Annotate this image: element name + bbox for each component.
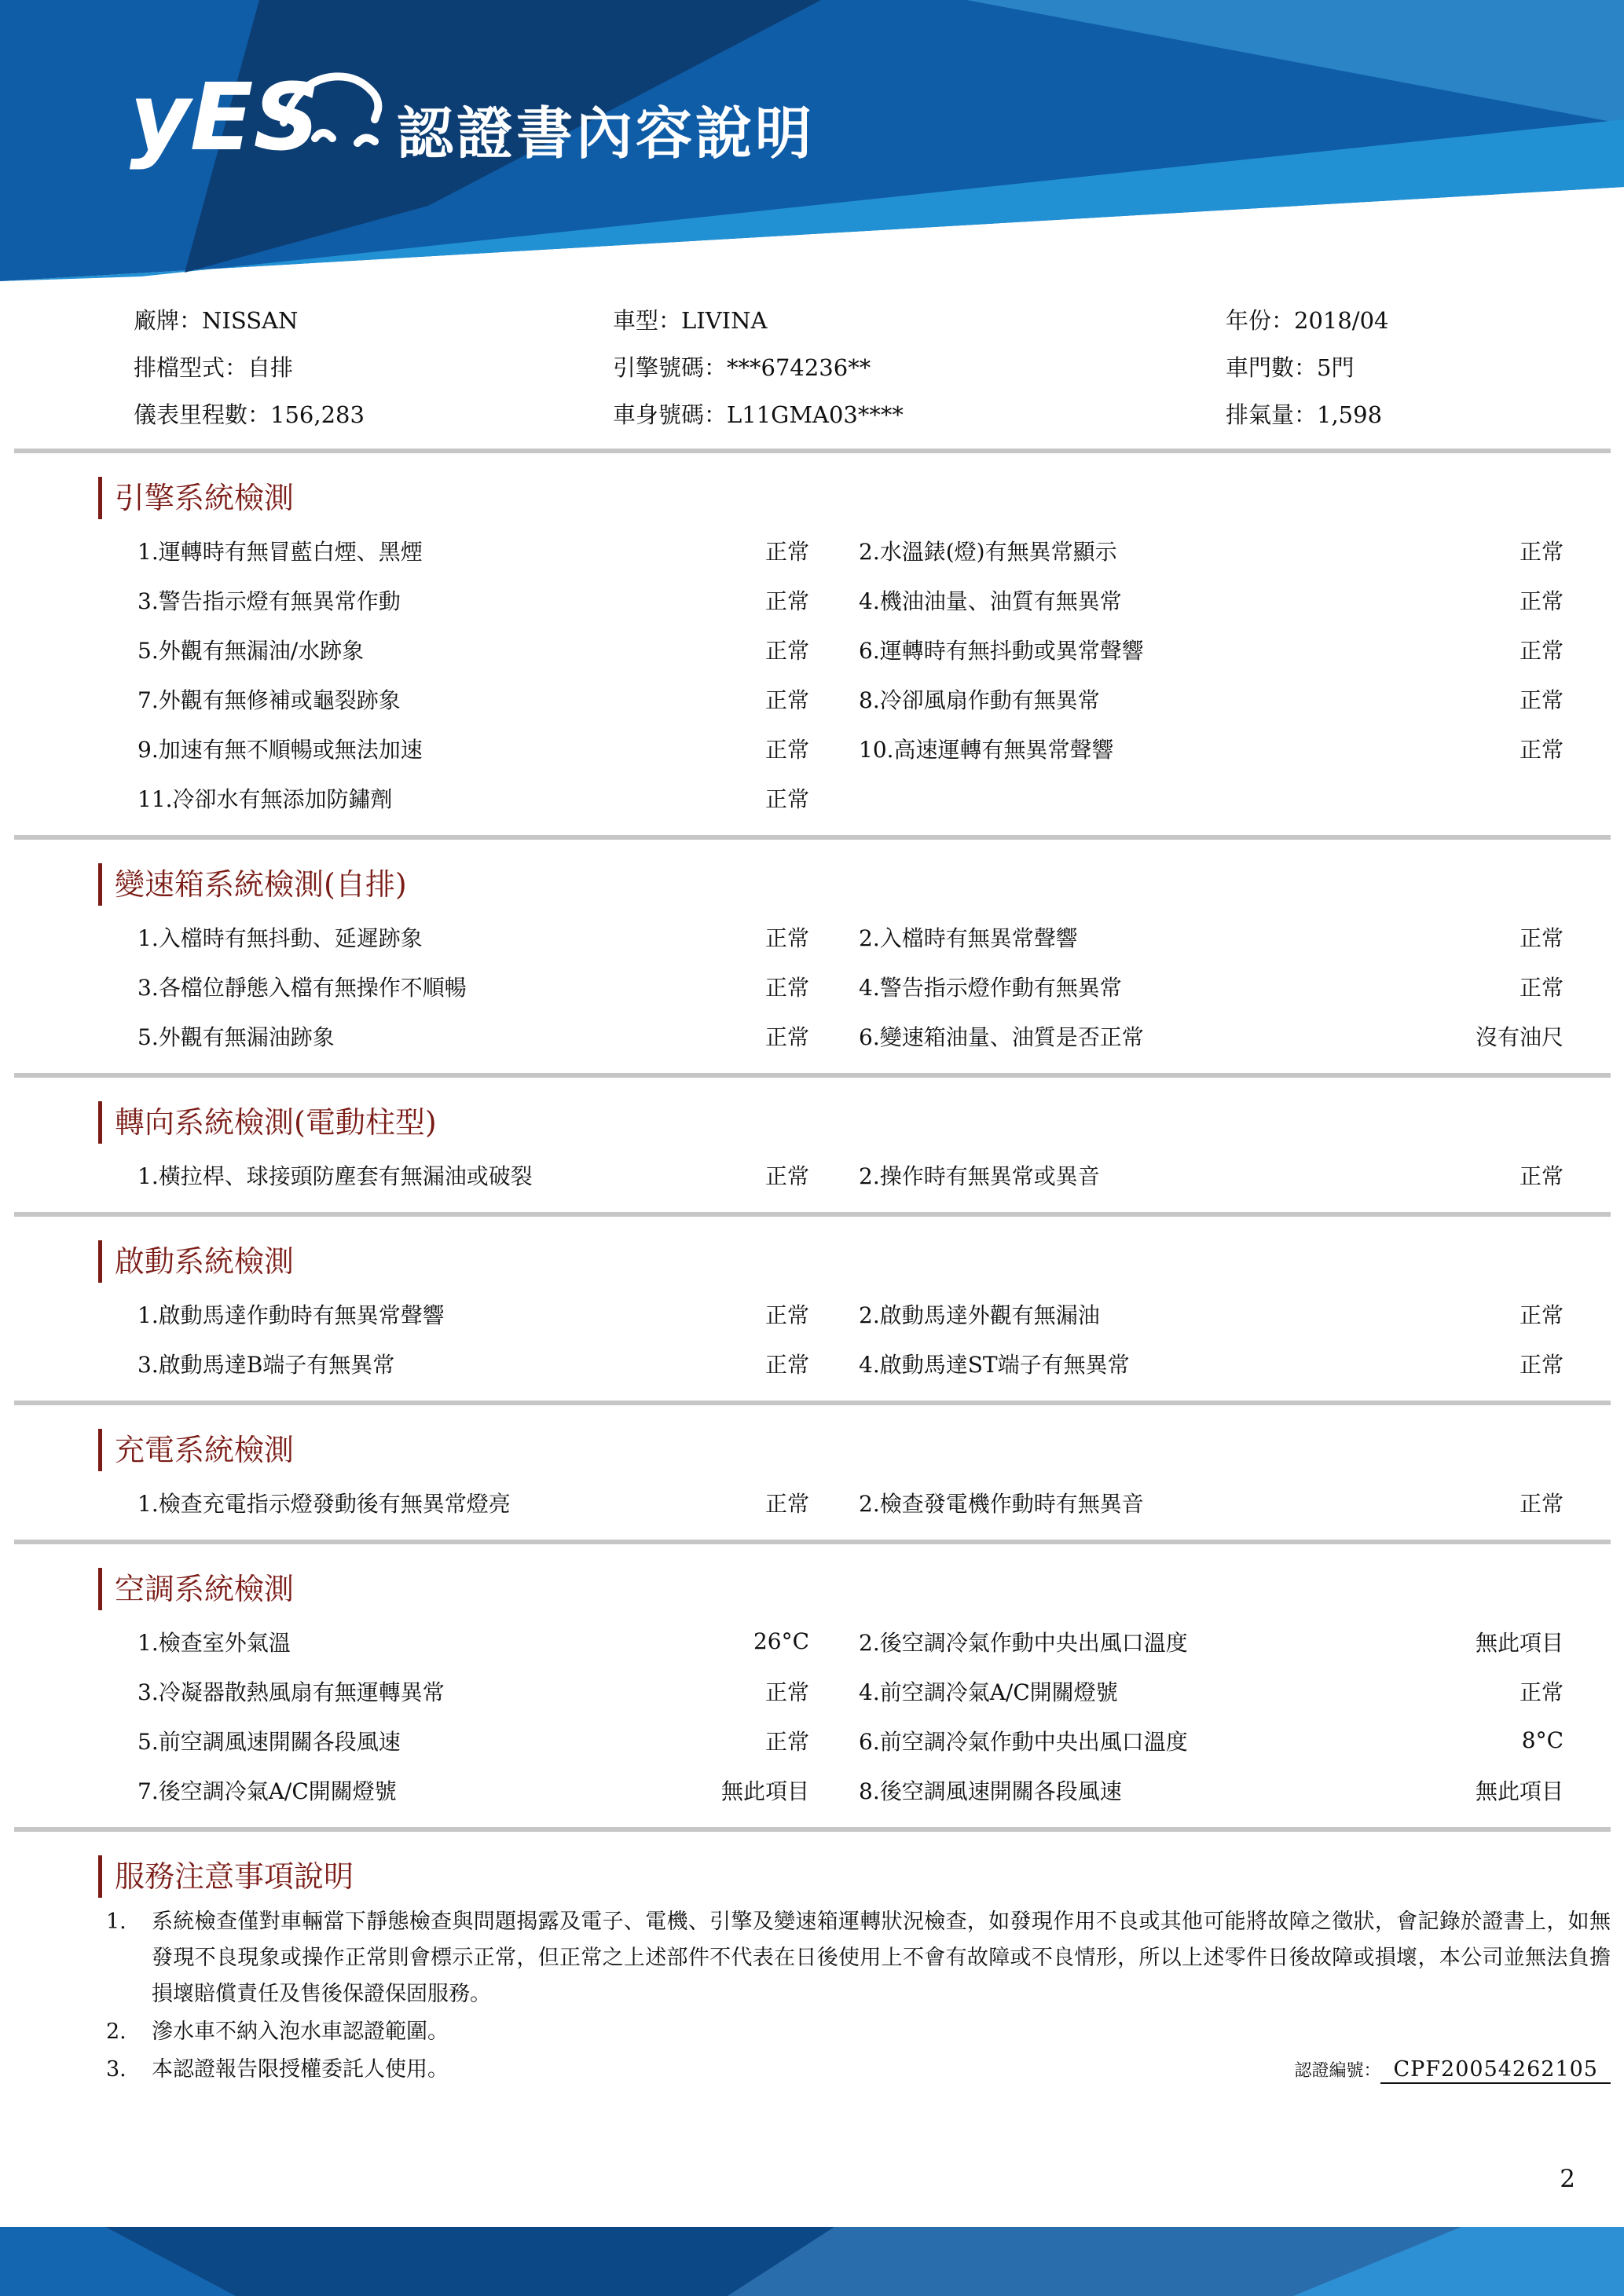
certificate-number-block [1294,2052,1611,2089]
check-item-result: 正常 [1519,1490,1564,1517]
section-transmission [98,863,1611,1060]
check-item-label: 3.冷凝器散熱風扇有無運轉異常 [137,1679,445,1705]
check-item-result: 正常 [764,637,809,664]
check-item-row [137,1289,1564,1338]
check-item-label: 4.前空調冷氣A/C開關燈號 [859,1679,1118,1705]
check-item-label: 10.高速運轉有無異常聲響 [859,736,1114,763]
note-text: 本認證報告限授權委託人使用。 [152,2057,449,2082]
check-item-result: 26°C [753,1628,809,1654]
check-item-label: 1.檢查充電指示燈發動後有無異常燈亮 [137,1490,511,1517]
section-title: 空調系統檢測 [98,1568,1611,1610]
check-item-result: 無此項目 [1475,1778,1564,1804]
section-steering [98,1101,1611,1199]
check-item-label: 1.檢查室外氣溫 [137,1629,291,1656]
check-item-result: 沒有油尺 [1475,1023,1564,1050]
check-item-label: 1.啟動馬達作動時有無異常聲響 [137,1302,445,1328]
vehicle-info-cell: 車型：LIVINA [613,307,768,334]
check-item-label: 1.橫拉桿、球接頭防塵套有無漏油或破裂 [137,1163,533,1189]
yes-logo-text: yES [130,63,321,171]
check-item-list [137,912,1611,1060]
check-item-row [137,674,1564,723]
section-air-conditioning [98,1568,1611,1814]
check-item-result: 正常 [764,974,809,1001]
certificate-number-value: CPF20054262105 [1380,2057,1611,2084]
check-item-label: 5.外觀有無漏油/水跡象 [137,637,365,664]
check-item-row [137,1666,1564,1716]
check-item-label: 7.後空調冷氣A/C開關燈號 [137,1778,397,1804]
check-item-result: 正常 [764,1490,809,1517]
check-item-result: 8°C [1521,1727,1564,1753]
check-item-list [137,1478,1611,1527]
check-item-label: 11.冷卻水有無添加防鏽劑 [137,785,393,812]
vehicle-info-cell: 年份：2018/04 [1226,307,1389,334]
certificate-number-label: 認證編號： [1294,2061,1381,2081]
certificate-body [98,308,1611,2091]
yes-logo-graphic [130,47,389,173]
section-divider [14,1073,1611,1078]
check-item-result: 正常 [1519,1163,1564,1189]
vehicle-info-cell: 車門數：5門 [1226,354,1355,381]
check-item-label: 2.檢查發電機作動時有無異音 [859,1490,1144,1517]
vehicle-info-cell: 排氣量：1,598 [1226,401,1383,428]
page-number: 2 [1560,2165,1575,2193]
check-item-row [137,1716,1564,1765]
check-item-result: 正常 [764,736,809,763]
check-item-result: 正常 [1519,637,1564,664]
check-item-result: 正常 [764,1351,809,1378]
check-item-result: 正常 [1519,1679,1564,1705]
section-starter [98,1240,1611,1388]
vehicle-info-cell: 廠牌：NISSAN [134,307,299,334]
check-item-result: 正常 [1519,736,1564,763]
check-item-row [137,624,1564,674]
check-item-label: 6.運轉時有無抖動或異常聲響 [859,637,1144,664]
vehicle-info-cell: 儀表里程數：156,283 [134,401,365,428]
section-divider [14,1212,1611,1217]
check-item-result: 正常 [764,1302,809,1328]
check-item-label: 8.冷卻風扇作動有無異常 [859,687,1100,713]
check-item-result: 正常 [764,1023,809,1050]
check-item-label: 3.啟動馬達B端子有無異常 [137,1351,395,1378]
check-item-label: 6.前空調冷氣作動中央出風口溫度 [859,1728,1188,1755]
check-item-result: 正常 [1519,1351,1564,1378]
section-divider [14,1827,1611,1832]
check-item-result: 正常 [1519,1302,1564,1328]
check-item-label: 2.操作時有無異常或異音 [859,1163,1100,1189]
vehicle-info-table [134,308,1611,428]
check-item-label: 3.各檔位靜態入檔有無操作不順暢 [137,974,467,1001]
check-item-label: 3.警告指示燈有無異常作動 [137,588,401,614]
service-note [98,2014,1611,2050]
check-item-label: 1.運轉時有無冒藍白煙、黑煙 [137,538,423,565]
check-item-row [137,1478,1564,1527]
note-number: 1. [106,1910,126,1934]
check-item-result: 正常 [1519,925,1564,951]
check-item-label: 2.水溫錶(燈)有無異常顯示 [859,538,1117,565]
check-item-list [137,525,1611,822]
section-title: 服務注意事項說明 [98,1855,1611,1898]
check-item-row [137,1150,1564,1199]
check-item-label: 2.啟動馬達外觀有無漏油 [859,1302,1100,1328]
check-item-label: 4.機油油量、油質有無異常 [859,588,1122,614]
check-item-result: 正常 [764,588,809,614]
check-item-label: 9.加速有無不順暢或無法加速 [137,736,423,763]
check-item-label: 1.入檔時有無抖動、延遲跡象 [137,925,423,951]
check-item-row [137,525,1564,575]
yes-logo [130,47,389,173]
note-text: 系統檢查僅對車輛當下靜態檢查與問題揭露及電子、電機、引擎及變速箱運轉狀況檢查，如發現作用不良或其他可能將故障之徵狀，會記錄於證書上，如無發現不良現象或操作正常則會標示正常，但正常之上述部件不代表在日後使用上不會有故障或不良情形，所以上述零件日後故障或損壞，本公司並無法負擔損壞賠償責任及售後保證保固服務。 [152,1910,1611,2006]
check-item-result: 正常 [764,925,809,951]
check-item-row [137,912,1564,961]
check-item-row [137,723,1564,773]
check-item-list [137,1289,1611,1388]
check-item-result: 正常 [1519,538,1564,565]
section-service-notes [98,1855,1611,2089]
check-item-label: 4.啟動馬達ST端子有無異常 [859,1351,1130,1378]
check-item-result: 正常 [1519,588,1564,614]
section-divider [14,835,1611,840]
section-title: 變速箱系統檢測(自排) [98,863,1611,906]
check-item-row [137,1011,1564,1060]
section-divider [14,1401,1611,1405]
check-item-label: 8.後空調風速開關各段風速 [859,1778,1122,1804]
section-divider [14,1540,1611,1544]
check-item-result: 正常 [764,1728,809,1755]
check-item-label: 4.警告指示燈作動有無異常 [859,974,1122,1001]
check-item-result: 正常 [764,687,809,713]
check-item-label: 2.後空調冷氣作動中央出風口溫度 [859,1629,1188,1656]
section-charging [98,1429,1611,1527]
check-item-row [137,773,1564,822]
section-title: 引擎系統檢測 [98,477,1611,519]
check-item-list [137,1617,1611,1814]
check-item-result: 正常 [764,1679,809,1705]
section-engine [98,477,1611,822]
check-item-label: 6.變速箱油量、油質是否正常 [859,1023,1144,1050]
vehicle-info-cell: 車身號碼：L11GMA03**** [613,401,904,428]
vehicle-info-cell: 排檔型式：自排 [134,354,294,381]
section-divider [14,449,1611,453]
check-item-label: 2.入檔時有無異常聲響 [859,925,1078,951]
note-text: 滲水車不納入泡水車認證範圍。 [152,2020,449,2044]
vehicle-info-cell: 引擎號碼：***674236** [613,354,871,381]
check-item-result: 正常 [764,785,809,812]
note-number: 3. [106,2057,126,2082]
section-title: 充電系統檢測 [98,1429,1611,1471]
check-item-label: 5.前空調風速開關各段風速 [137,1728,401,1755]
check-item-list [137,1150,1611,1199]
check-item-row [137,1338,1564,1388]
check-item-result: 正常 [1519,687,1564,713]
check-item-result: 無此項目 [1475,1629,1564,1656]
check-item-row [137,1765,1564,1814]
check-item-row [137,1617,1564,1666]
check-item-result: 正常 [1519,974,1564,1001]
page-title: 認證書內容說明 [397,103,816,166]
service-note [98,1904,1611,2012]
service-note [98,2052,1611,2089]
section-title: 轉向系統檢測(電動柱型) [98,1101,1611,1144]
section-title: 啟動系統檢測 [98,1240,1611,1283]
check-item-result: 正常 [764,538,809,565]
check-item-label: 7.外觀有無修補或龜裂跡象 [137,687,401,713]
note-number: 2. [106,2020,126,2044]
header-banner [0,0,1624,283]
footer-banner [0,2227,1624,2296]
check-item-row [137,961,1564,1011]
check-item-row [137,575,1564,624]
check-item-label: 5.外觀有無漏油跡象 [137,1023,335,1050]
check-item-result: 正常 [764,1163,809,1189]
check-item-result: 無此項目 [720,1778,809,1804]
